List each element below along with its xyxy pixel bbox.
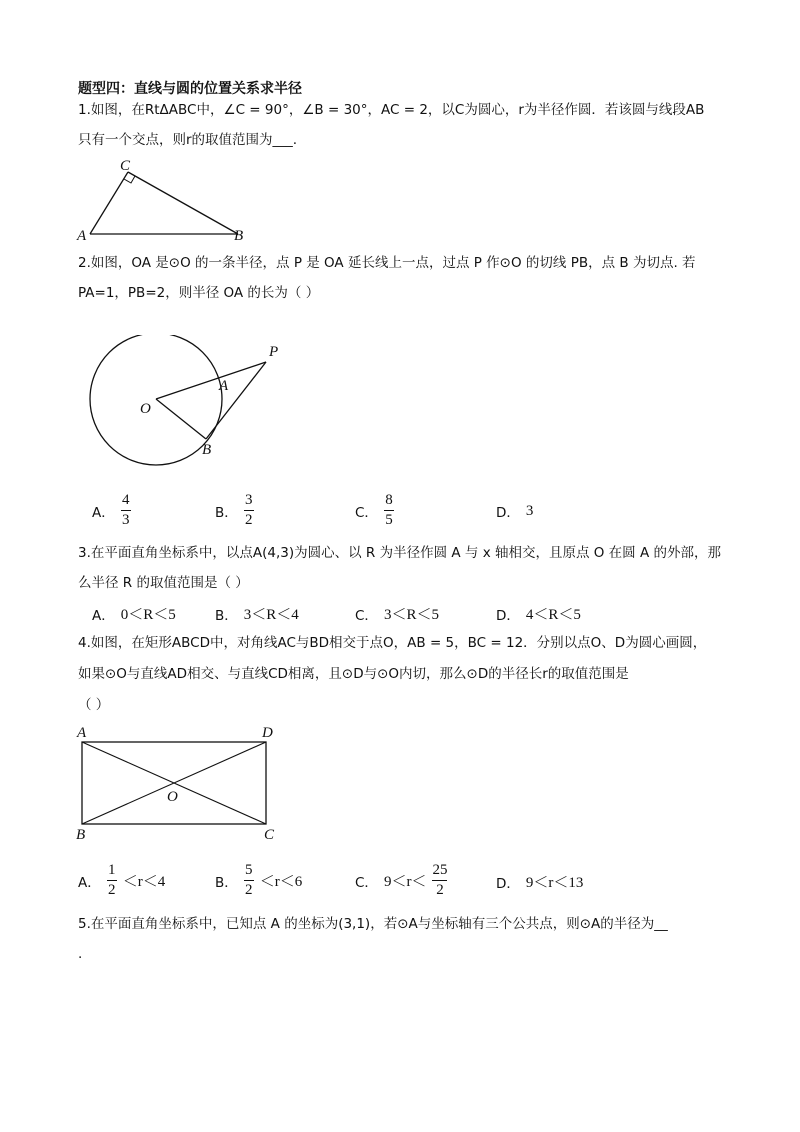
q3-option-b-text: 3＜R＜4 (243, 607, 299, 623)
q1-label-b: B (234, 228, 244, 244)
q2-option-c[interactable] (355, 492, 394, 529)
q2-option-d-text: 3 (525, 502, 534, 519)
q1-triangle-figure (72, 158, 262, 244)
q4-label-d: D (262, 725, 273, 741)
q4-option-c[interactable] (355, 862, 447, 899)
q4-option-a-letter: A． (78, 874, 101, 891)
q4-option-d[interactable] (496, 871, 583, 892)
section-title: 题型四：直线与圆的位置关系求半径 (78, 81, 302, 97)
q4-option-c-letter: C． (355, 874, 378, 891)
q4-line1: 4.如图，在矩形ABCD中，对角线AC与BD相交于点O，AB = 5，BC = 12．分别以点O、D为圆心画圆， (78, 635, 707, 651)
q2-option-b[interactable] (215, 492, 254, 529)
q2-line2: PA=1，PB=2，则半径 OA 的长为（ ） (78, 285, 320, 301)
q4-option-b-fraction: $\frac{5}{2}$ (245, 862, 253, 898)
q4-option-a-fraction: $\frac{1}{2}$ (108, 862, 116, 898)
q3-option-a-letter: A． (92, 607, 115, 624)
q4-label-a: A (77, 725, 87, 741)
q4-option-b[interactable] (215, 862, 302, 899)
q4-label-b: B (76, 827, 86, 843)
q1-label-a: A (77, 228, 87, 244)
q3-option-b-letter: B． (215, 607, 238, 624)
q2-circle-figure (78, 335, 298, 475)
q3-option-a-text: 0＜R＜5 (120, 607, 176, 623)
q2-option-a-fraction: $\frac{4}{3}$ (122, 492, 130, 528)
q2-label-b: B (202, 442, 212, 458)
q4-option-c-head: 9＜r＜ (383, 874, 427, 890)
q3-option-a[interactable] (92, 603, 176, 624)
q4-line2: 如果⊙O与直线AD相交、与直线CD相离，且⊙D与⊙O内切，那么⊙D的半径长r的取值范围是 (78, 666, 629, 682)
q2-label-a: A (219, 378, 229, 394)
q2-option-d[interactable] (496, 501, 533, 521)
q3-option-d-text: 4＜R＜5 (525, 607, 581, 623)
q1-line1: 1.如图，在RtΔABC中，∠C = 90°，∠B = 30°，AC = 2，以C为圆心，r为半径作圆．若该圆与线段AB (78, 102, 705, 118)
q4-option-b-letter: B． (215, 874, 238, 891)
q4-line3: （ ） (78, 697, 110, 713)
q2-label-o: O (140, 401, 151, 417)
q3-line2: 么半径 R 的取值范围是（ ） (78, 575, 249, 591)
q5-line1: 5.在平面直角坐标系中，已知点 A 的坐标为(3,1)，若⊙A与坐标轴有三个公共点，则⊙A的半径为__ (78, 916, 668, 932)
q3-option-c[interactable] (355, 603, 439, 624)
q3-option-c-text: 3＜R＜5 (383, 607, 439, 623)
q4-rectangle-figure (72, 722, 292, 846)
q5-line2: . (78, 946, 83, 962)
q1-line2: 只有一个交点，则r的取值范围为___. (78, 132, 298, 148)
q2-option-a[interactable] (92, 492, 131, 529)
q2-option-c-letter: C． (355, 504, 378, 521)
q4-option-d-letter: D． (496, 875, 520, 892)
q4-label-c: C (264, 827, 275, 843)
q2-option-d-letter: D． (496, 505, 520, 521)
q3-line1: 3.在平面直角坐标系中，以点A(4,3)为圆心、以 R 为半径作圆 A 与 x 轴相交，且原点 O 在圆 A 的外部，那 (78, 545, 721, 561)
q3-option-b[interactable] (215, 603, 299, 624)
q4-option-a-tail: ＜r＜4 (122, 874, 166, 890)
q4-option-d-text: 9＜r＜13 (525, 875, 584, 891)
q4-option-c-fraction: $\frac{25}{2}$ (432, 862, 448, 898)
q2-option-b-fraction: $\frac{3}{2}$ (245, 492, 253, 528)
q2-line1: 2.如图，OA 是⊙O 的一条半径，点 P 是 OA 延长线上一点，过点 P 作⊙O 的切线 PB，点 B 为切点. 若 (78, 255, 696, 271)
q2-option-c-fraction: $\frac{8}{5}$ (385, 492, 393, 528)
q3-option-c-letter: C． (355, 607, 378, 624)
q2-label-p: P (269, 344, 279, 360)
q1-label-c: C (120, 158, 131, 174)
q2-option-b-letter: B． (215, 504, 238, 521)
q4-option-a[interactable] (78, 862, 165, 899)
q4-label-o: O (167, 789, 178, 805)
q2-option-a-letter: A． (92, 504, 115, 521)
q3-option-d-letter: D． (496, 607, 520, 624)
q4-option-b-tail: ＜r＜6 (259, 874, 303, 890)
q3-option-d[interactable] (496, 603, 581, 624)
